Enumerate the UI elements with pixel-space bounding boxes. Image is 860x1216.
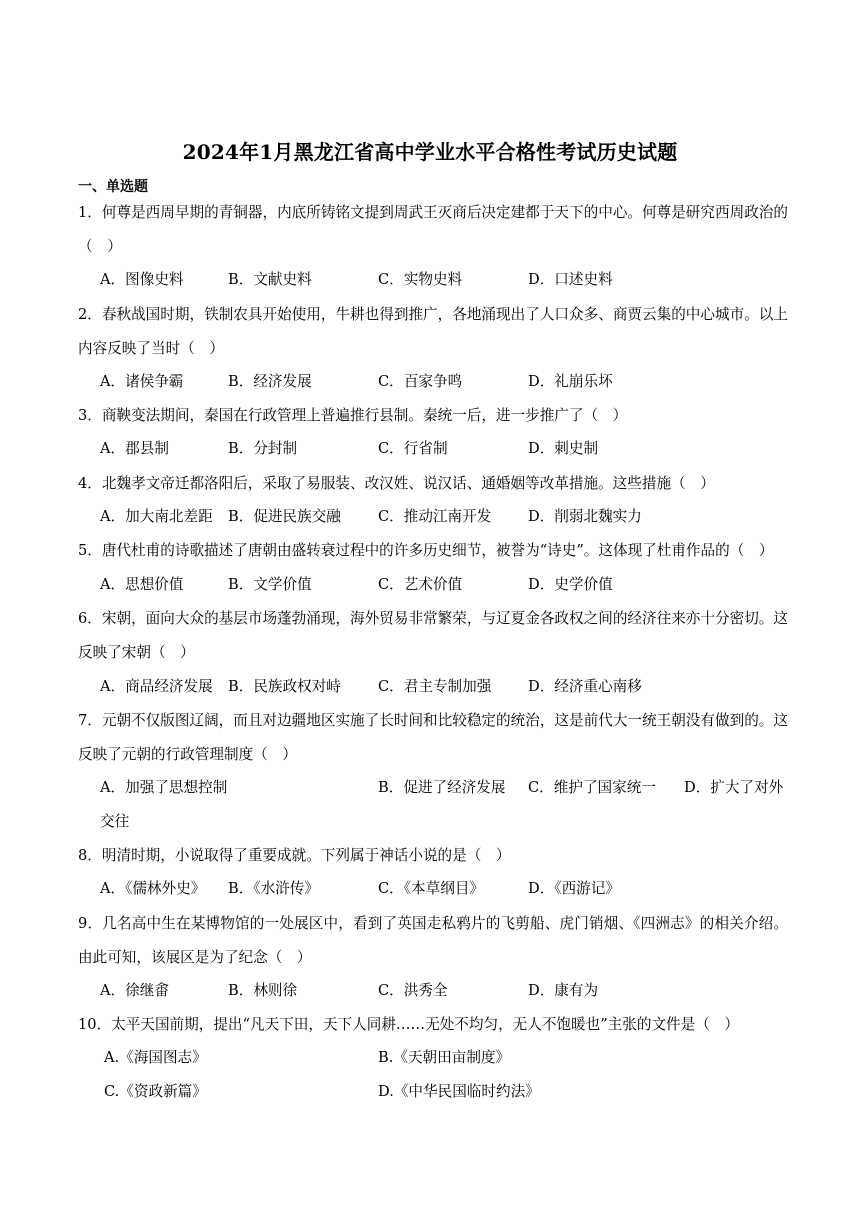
option-d[interactable]: D．《西游记》 [528,880,620,897]
option-b[interactable]: B．促进民族交融 [228,508,341,525]
option-a[interactable]: A．《儒林外史》 [100,880,206,897]
option-d[interactable]: D.《中华民国临时约法》 [378,1083,540,1100]
option-c[interactable]: C．百家争鸣 [378,373,463,390]
option-c[interactable]: C．君主专制加强 [378,678,492,695]
option-b[interactable]: B．分封制 [228,440,298,457]
question-3-options [100,437,800,461]
page-title: 2024年1月黑龙江省高中学业水平合格性考试历史试题 [182,140,678,164]
question-4-stem: 4．北魏孝文帝迁都洛阳后，采取了易服装、改汉姓、说汉话、通婚姻等改革措施。这些措施（ ） [78,475,715,492]
option-c[interactable]: C．实物史料 [378,271,463,288]
option-b[interactable]: B．促进了经济发展 [378,779,506,796]
question-10-options-row-1 [100,1046,800,1070]
option-d[interactable]: D．史学价值 [528,576,613,593]
option-a[interactable]: A．思想价值 [100,576,184,593]
option-a[interactable]: A．加大南北差距 [100,508,213,525]
option-d[interactable]: D．礼崩乐坏 [528,373,613,390]
option-d[interactable]: D．经济重心南移 [528,678,642,695]
question-2-stem: 2．春秋战国时期，铁制农具开始使用，牛耕也得到推广，各地涌现出了人口众多、商贾云集的中心城市。以上内容反映了当时（ ） [78,306,788,357]
option-a[interactable]: A．商品经济发展 [100,678,213,695]
option-a[interactable]: A．诸侯争霸 [100,373,184,390]
option-b[interactable]: B.《天朝田亩制度》 [378,1049,511,1066]
option-d[interactable]: D．削弱北魏实力 [528,508,642,525]
option-a[interactable]: A.《海国图志》 [104,1049,207,1066]
option-b[interactable]: B．文献史料 [228,271,312,288]
option-c[interactable]: C．行省制 [378,440,448,457]
question-2-options [100,370,800,394]
question-10-stem: 10．太平天国前期，提出“凡天下田，天下人同耕……无处不均匀，无人不饱暖也”主张的文件是（ ） [78,1016,740,1033]
option-a[interactable]: A．图像史料 [100,271,184,288]
option-c[interactable]: C．洪秀全 [378,982,448,999]
option-d-continuation: 交往 [100,813,130,830]
question-9-stem: 9．几名高中生在某博物馆的一处展区中，看到了英国走私鸦片的飞剪船、虎门销烟、《四洲志》的相关介绍。由此可知，该展区是为了纪念（ ） [78,915,788,966]
question-8-options [100,877,800,901]
option-c[interactable]: C．维护了国家统一 [528,779,656,796]
option-d[interactable]: D．康有为 [528,982,599,999]
question-10-options-row-2 [100,1080,800,1104]
option-c[interactable]: C．推动江南开发 [378,508,492,525]
question-9-options [100,979,800,1003]
option-a[interactable]: A．加强了思想控制 [100,779,228,796]
question-8-stem: 8．明清时期，小说取得了重要成就。下列属于神话小说的是（ ） [78,847,511,864]
question-1-options [100,268,800,292]
option-c[interactable]: C．艺术价值 [378,576,463,593]
question-5-options [100,573,800,597]
option-b[interactable]: B．林则徐 [228,982,298,999]
question-3-stem: 3．商鞅变法期间，秦国在行政管理上普遍推行县制。秦统一后，进一步推广了（ ） [78,407,628,424]
question-4-options [100,505,800,529]
option-d[interactable]: D．口述史料 [528,271,613,288]
question-1-stem: 1．何尊是西周早期的青铜器，内底所铸铭文提到周武王灭商后决定建都于天下的中心。何尊是研究西周政治的（ ） [78,204,788,255]
question-7-options [100,776,800,800]
option-a[interactable]: A．郡县制 [100,440,169,457]
option-b[interactable]: B．文学价值 [228,576,312,593]
question-6-options [100,675,800,699]
option-d[interactable]: D．扩大了对外 [684,779,784,796]
option-d[interactable]: D．刺史制 [528,440,599,457]
option-c[interactable]: C．《本草纲目》 [378,880,485,897]
question-6-stem: 6．宋朝，面向大众的基层市场蓬勃涌现，海外贸易非常繁荣，与辽夏金各政权之间的经济往来亦十分密切。这反映了宋朝（ ） [78,610,788,661]
question-5-stem: 5．唐代杜甫的诗歌描述了唐朝由盛转衰过程中的许多历史细节，被誉为“诗史”。这体现了杜甫作品的（ ） [78,542,774,559]
question-7-stem: 7．元朝不仅版图辽阔，而且对边疆地区实施了长时间和比较稳定的统治，这是前代大一统王朝没有做到的。这反映了元朝的行政管理制度（ ） [78,712,788,763]
option-c[interactable]: C.《资政新篇》 [104,1083,207,1100]
option-b[interactable]: B．民族政权对峙 [228,678,341,695]
option-b[interactable]: B．经济发展 [228,373,312,390]
option-b[interactable]: B．《水浒传》 [228,880,319,897]
option-a[interactable]: A．徐继畬 [100,982,169,999]
section-heading: 一、单选题 [78,179,148,195]
